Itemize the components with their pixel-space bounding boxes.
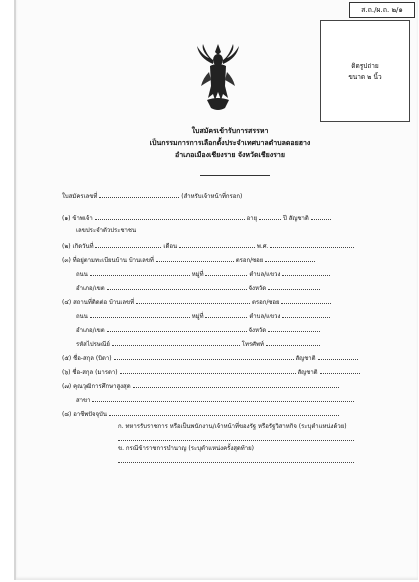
major-label: สาขา [76,397,91,404]
house-number-field[interactable] [156,255,234,262]
nationality-label: สัญชาติ [288,215,309,222]
subdistrict-label: ตำบล/แขวง [249,271,281,278]
contact-district-field[interactable] [107,325,247,332]
subdistrict-field[interactable] [282,269,330,276]
moo-field[interactable] [205,269,247,276]
title-underline [200,175,270,176]
option-a-row [118,423,347,431]
alley-field[interactable] [265,255,315,262]
father-name-field[interactable] [114,353,294,360]
age-label: อายุ [246,215,258,222]
road-field[interactable] [90,269,190,276]
years-label: ปี [282,215,287,222]
item4-postal-row [76,339,320,349]
photo-box-line1: ติดรูปถ่าย [351,62,379,70]
contact-subdistrict-label: ตำบล/แขวง [249,313,281,320]
contact-alley-field[interactable] [281,297,331,304]
item4-road-row [76,311,330,321]
mother-nationality-label: สัญชาติ [297,369,318,376]
item5-row [62,353,358,363]
education-field[interactable] [133,381,339,388]
item8-row [62,409,339,419]
mother-nationality-field[interactable] [320,367,360,374]
major-row [76,395,354,405]
year-label: พ.ศ. [256,243,269,250]
application-number-row [62,191,242,201]
form-subtitle: เป็นกรรมการการเลือกตั้งประจำเทศบาลตำบลดอยฮาง [149,139,311,147]
application-number-field[interactable] [99,191,179,198]
option-b-field[interactable] [118,461,354,463]
age-field[interactable] [259,213,281,220]
name-field[interactable] [95,213,245,220]
contact-subdistrict-field[interactable] [282,311,330,318]
item3-row [62,255,315,265]
contact-moo-label: หมู่ที่ [191,313,204,320]
phone-label: โทรศัพท์ [241,341,264,348]
contact-province-label: จังหวัด [248,327,267,334]
contact-road-field[interactable] [90,311,190,318]
postal-field[interactable] [112,339,240,346]
option-a-field[interactable] [118,439,354,441]
option-b-label: ข. กรณีข้าราชการบำนาญ (ระบุตำแหน่งครั้งสุดท้าย) [118,445,254,452]
phone-field[interactable] [266,339,320,346]
item5-label: (๕) ชื่อ-สกุล (บิดา) [62,355,112,362]
option-a-label: ก. ทหารรับราชการ หรือเป็นพนักงาน/เจ้าหน้าที่ของรัฐ หรือรัฐวิสาหกิจ (ระบุตำแหน่งด้วย) [118,423,347,430]
item6-label: (๖) ชื่อ-สกุล (มารดา) [62,369,118,376]
form-location: อำเภอเมืองเชียงราย จังหวัดเชียงราย [175,151,285,159]
birth-year-field[interactable] [270,241,354,248]
garuda-emblem-icon [195,42,241,114]
item2-label: (๒) เกิดวันที่ [62,243,94,250]
photo-box [320,20,410,122]
contact-road-label: ถนน [76,313,88,320]
contact-moo-field[interactable] [205,311,247,318]
application-number-label: ใบสมัครเลขที่ [62,193,98,200]
alley-label: ตรอก/ซอย [235,257,264,264]
contact-province-field[interactable] [268,325,320,332]
province-field[interactable] [268,283,320,290]
item7-label: (๗) คุณวุฒิการศึกษาสูงสุด [62,383,131,390]
form-title: ใบสมัครเข้ารับการสรรหา [191,127,269,135]
item4-label: (๔) สถานที่ติดต่อ บ้านเลขที่ [62,299,135,306]
item1-label: (๑) ข้าพเจ้า [62,215,93,222]
moo-label: หมู่ที่ [191,271,204,278]
major-field[interactable] [92,395,354,402]
id-card-label: เลขประจำตัวประชาชน [76,227,137,234]
birth-day-field[interactable] [95,241,161,248]
item2-row [62,241,354,251]
item6-row [62,367,360,377]
road-label: ถนน [76,271,88,278]
option-b-row [118,445,254,453]
occupation-field[interactable] [109,409,339,416]
item3-road-row [76,269,330,279]
birth-month-field[interactable] [179,241,255,248]
father-nationality-label: สัญชาติ [295,355,316,362]
photo-box-line2: ขนาด ๒ นิ้ว [348,73,382,81]
form-code: ส.ถ./ผ.ถ. ๒/๑ [349,2,415,18]
contact-district-label: อำเภอ/เขต [76,327,105,334]
item3-district-row [76,283,320,293]
father-nationality-field[interactable] [318,353,358,360]
district-field[interactable] [107,283,247,290]
id-card-row [76,227,136,235]
district-label: อำเภอ/เขต [76,285,105,292]
postal-label: รหัสไปรษณีย์ [76,341,110,348]
mother-name-field[interactable] [120,367,296,374]
province-label: จังหวัด [248,285,267,292]
contact-alley-label: ตรอก/ซอย [251,299,280,306]
item8-label: (๘) อาชีพปัจจุบัน [62,411,107,418]
item4-district-row [76,325,320,335]
contact-house-field[interactable] [136,297,250,304]
item3-label: (๓) ที่อยู่ตามทะเบียนบ้าน บ้านเลขที่ [62,257,154,264]
month-label: เดือน [163,243,178,250]
application-number-note: (สำหรับเจ้าหน้าที่กรอก) [181,193,243,200]
item4-row [62,297,331,307]
nationality-field[interactable] [311,213,331,220]
item7-row [62,381,339,391]
item1-row [62,213,331,223]
